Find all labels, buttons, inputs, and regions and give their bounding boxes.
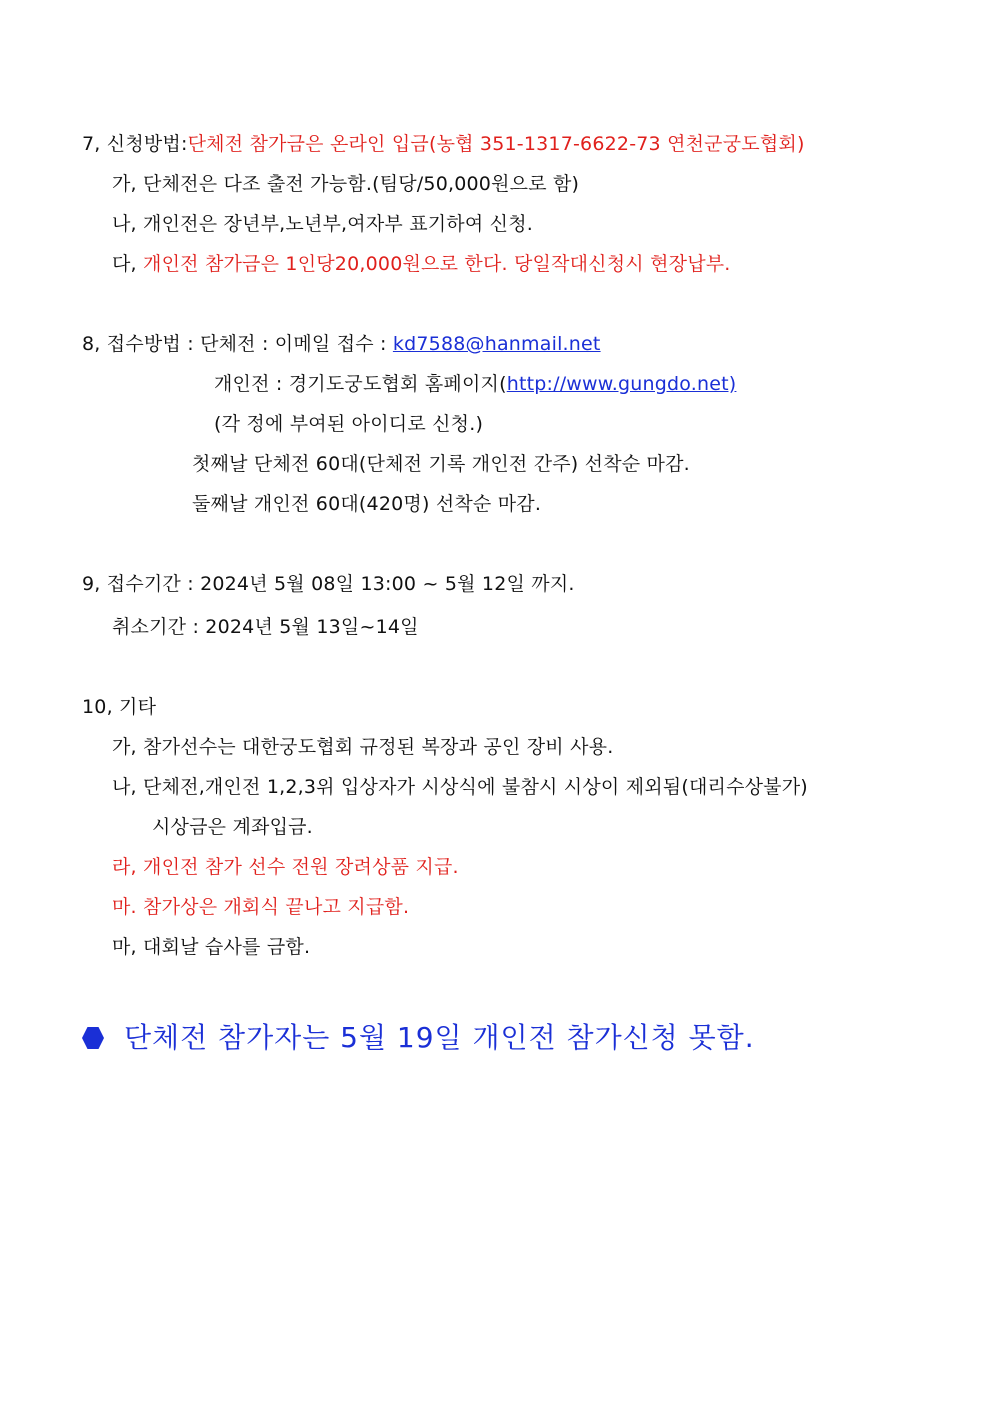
section-8-line-5: 둘째날 개인전 60대(420명) 선착순 마감.: [192, 493, 542, 515]
section-10-item-ra: 라, 개인전 참가 선수 전원 장려상품 지급.: [112, 856, 459, 878]
homepage-link[interactable]: http://www.gungdo.net): [506, 373, 737, 395]
section-7-item-da-text: 개인전 참가금은 1인당20,000원으로 한다. 당일작대신청시 현장납부.: [143, 253, 731, 275]
section-8-line-2: [214, 372, 736, 396]
section-7-item-na: 나, 개인전은 장년부,노년부,여자부 표기하여 신청.: [112, 213, 533, 235]
section-8-line-1: [82, 332, 601, 356]
section-10-item-na-continued: 시상금은 계좌입금.: [152, 816, 313, 838]
section-8-individual-label: 개인전 : 경기도궁도협회 홈페이지(: [214, 373, 507, 395]
section-7-item-ga: 가, 단체전은 다조 출전 가능함.(팀당/50,000원으로 함): [112, 173, 580, 195]
section-10-item-ga: 가, 참가선수는 대한궁도협회 규정된 복장과 공인 장비 사용.: [112, 736, 614, 758]
section-10-item-ma-1: 마. 참가상은 개회식 끝나고 지급함.: [112, 896, 410, 918]
section-10-heading: 10, 기타: [82, 696, 157, 718]
email-link[interactable]: kd7588@hanmail.net: [392, 333, 601, 355]
section-9-line-1: 9, 접수기간 : 2024년 5월 08일 13:00 ~ 5월 12일 까지.: [82, 573, 575, 595]
section-8-team-label: 8, 접수방법 : 단체전 : 이메일 접수 :: [82, 333, 393, 355]
section-7-item-da: [112, 252, 731, 276]
final-notice: [82, 1020, 755, 1056]
section-7-item-da-label: 다,: [112, 253, 144, 275]
section-7-heading: [82, 132, 805, 156]
section-7-fee-notice: 단체전 참가금은 온라인 입금(농협 351-1317-6622-73 연천군궁도협회): [187, 133, 805, 155]
section-7-label: 7, 신청방법:: [82, 133, 188, 155]
hexagon-bullet-icon: [82, 1027, 104, 1049]
section-9-line-2: 취소기간 : 2024년 5월 13일~14일: [112, 616, 419, 638]
section-8-line-4: 첫째날 단체전 60대(단체전 기록 개인전 간주) 선착순 마감.: [192, 453, 690, 475]
section-10-item-na: 나, 단체전,개인전 1,2,3위 입상자가 시상식에 불참시 시상이 제외됨(대리수상불가): [112, 776, 808, 798]
section-8-line-3: (각 정에 부여된 아이디로 신청.): [214, 413, 484, 435]
final-notice-text: 단체전 참가자는 5월 19일 개인전 참가신청 못함.: [124, 1021, 755, 1054]
section-10-item-ma-2: 마, 대회날 습사를 금함.: [112, 936, 311, 958]
